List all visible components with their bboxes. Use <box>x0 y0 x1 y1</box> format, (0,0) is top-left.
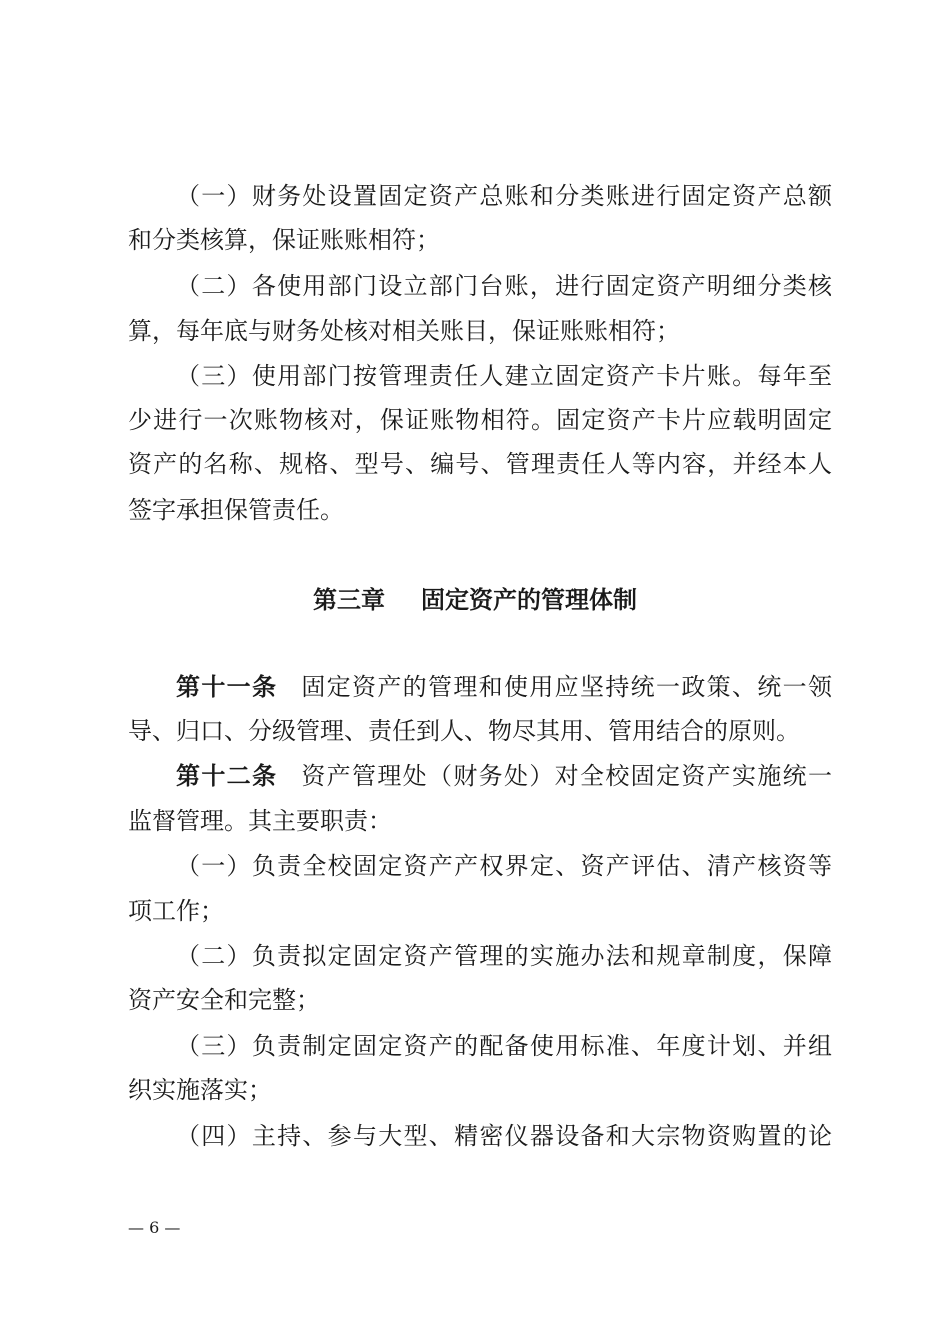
article-12-item-line: （一）负责全校固定资产产权界定、资产评估、清产核资等 <box>176 852 832 880</box>
paragraph-line: （一）财务处设置固定资产总账和分类账进行固定资产总额 <box>176 182 832 210</box>
page-number: — 6 — <box>128 1218 181 1237</box>
paragraph-line: （二）各使用部门设立部门台账，进行固定资产明细分类核 <box>176 272 832 300</box>
article-12-item-line: 项工作； <box>128 897 224 925</box>
article-12-label: 第十二条 <box>176 762 278 790</box>
article-12-text: 资产管理处（财务处）对全校固定资产实施统一 <box>301 762 833 790</box>
paragraph-line: 和分类核算，保证账账相符； <box>128 226 440 254</box>
paragraph-line: （三）使用部门按管理责任人建立固定资产卡片账。每年至 <box>176 362 832 390</box>
article-12-line <box>176 754 832 798</box>
article-12-line: 监督管理。其主要职责： <box>128 807 392 835</box>
article-11-line <box>176 665 832 709</box>
article-11-text: 固定资产的管理和使用应坚持统一政策、统一领 <box>301 673 833 701</box>
article-11-line: 导、归口、分级管理、责任到人、物尽其用、管用结合的原则。 <box>128 717 800 745</box>
article-12-item-line: 资产安全和完整； <box>128 986 320 1014</box>
article-12-item-line: 织实施落实； <box>128 1076 272 1104</box>
paragraph-line: 资产的名称、规格、型号、编号、管理责任人等内容，并经本人 <box>128 450 832 478</box>
chapter-title: 固定资产的管理体制 <box>421 586 637 614</box>
paragraph-line: 少进行一次账物核对，保证账物相符。固定资产卡片应载明固定 <box>128 406 832 434</box>
paragraph-line: 算，每年底与财务处核对相关账目，保证账账相符； <box>128 317 680 345</box>
article-12-item-line: （二）负责拟定固定资产管理的实施办法和规章制度，保障 <box>176 942 832 970</box>
article-12-item-line: （三）负责制定固定资产的配备使用标准、年度计划、并组 <box>176 1032 832 1060</box>
article-12-item-line: （四）主持、参与大型、精密仪器设备和大宗物资购置的论 <box>176 1122 832 1150</box>
paragraph-line: 签字承担保管责任。 <box>128 496 344 524</box>
article-11-label: 第十一条 <box>176 673 278 701</box>
chapter-heading <box>0 578 950 622</box>
chapter-number: 第三章 <box>313 586 385 614</box>
